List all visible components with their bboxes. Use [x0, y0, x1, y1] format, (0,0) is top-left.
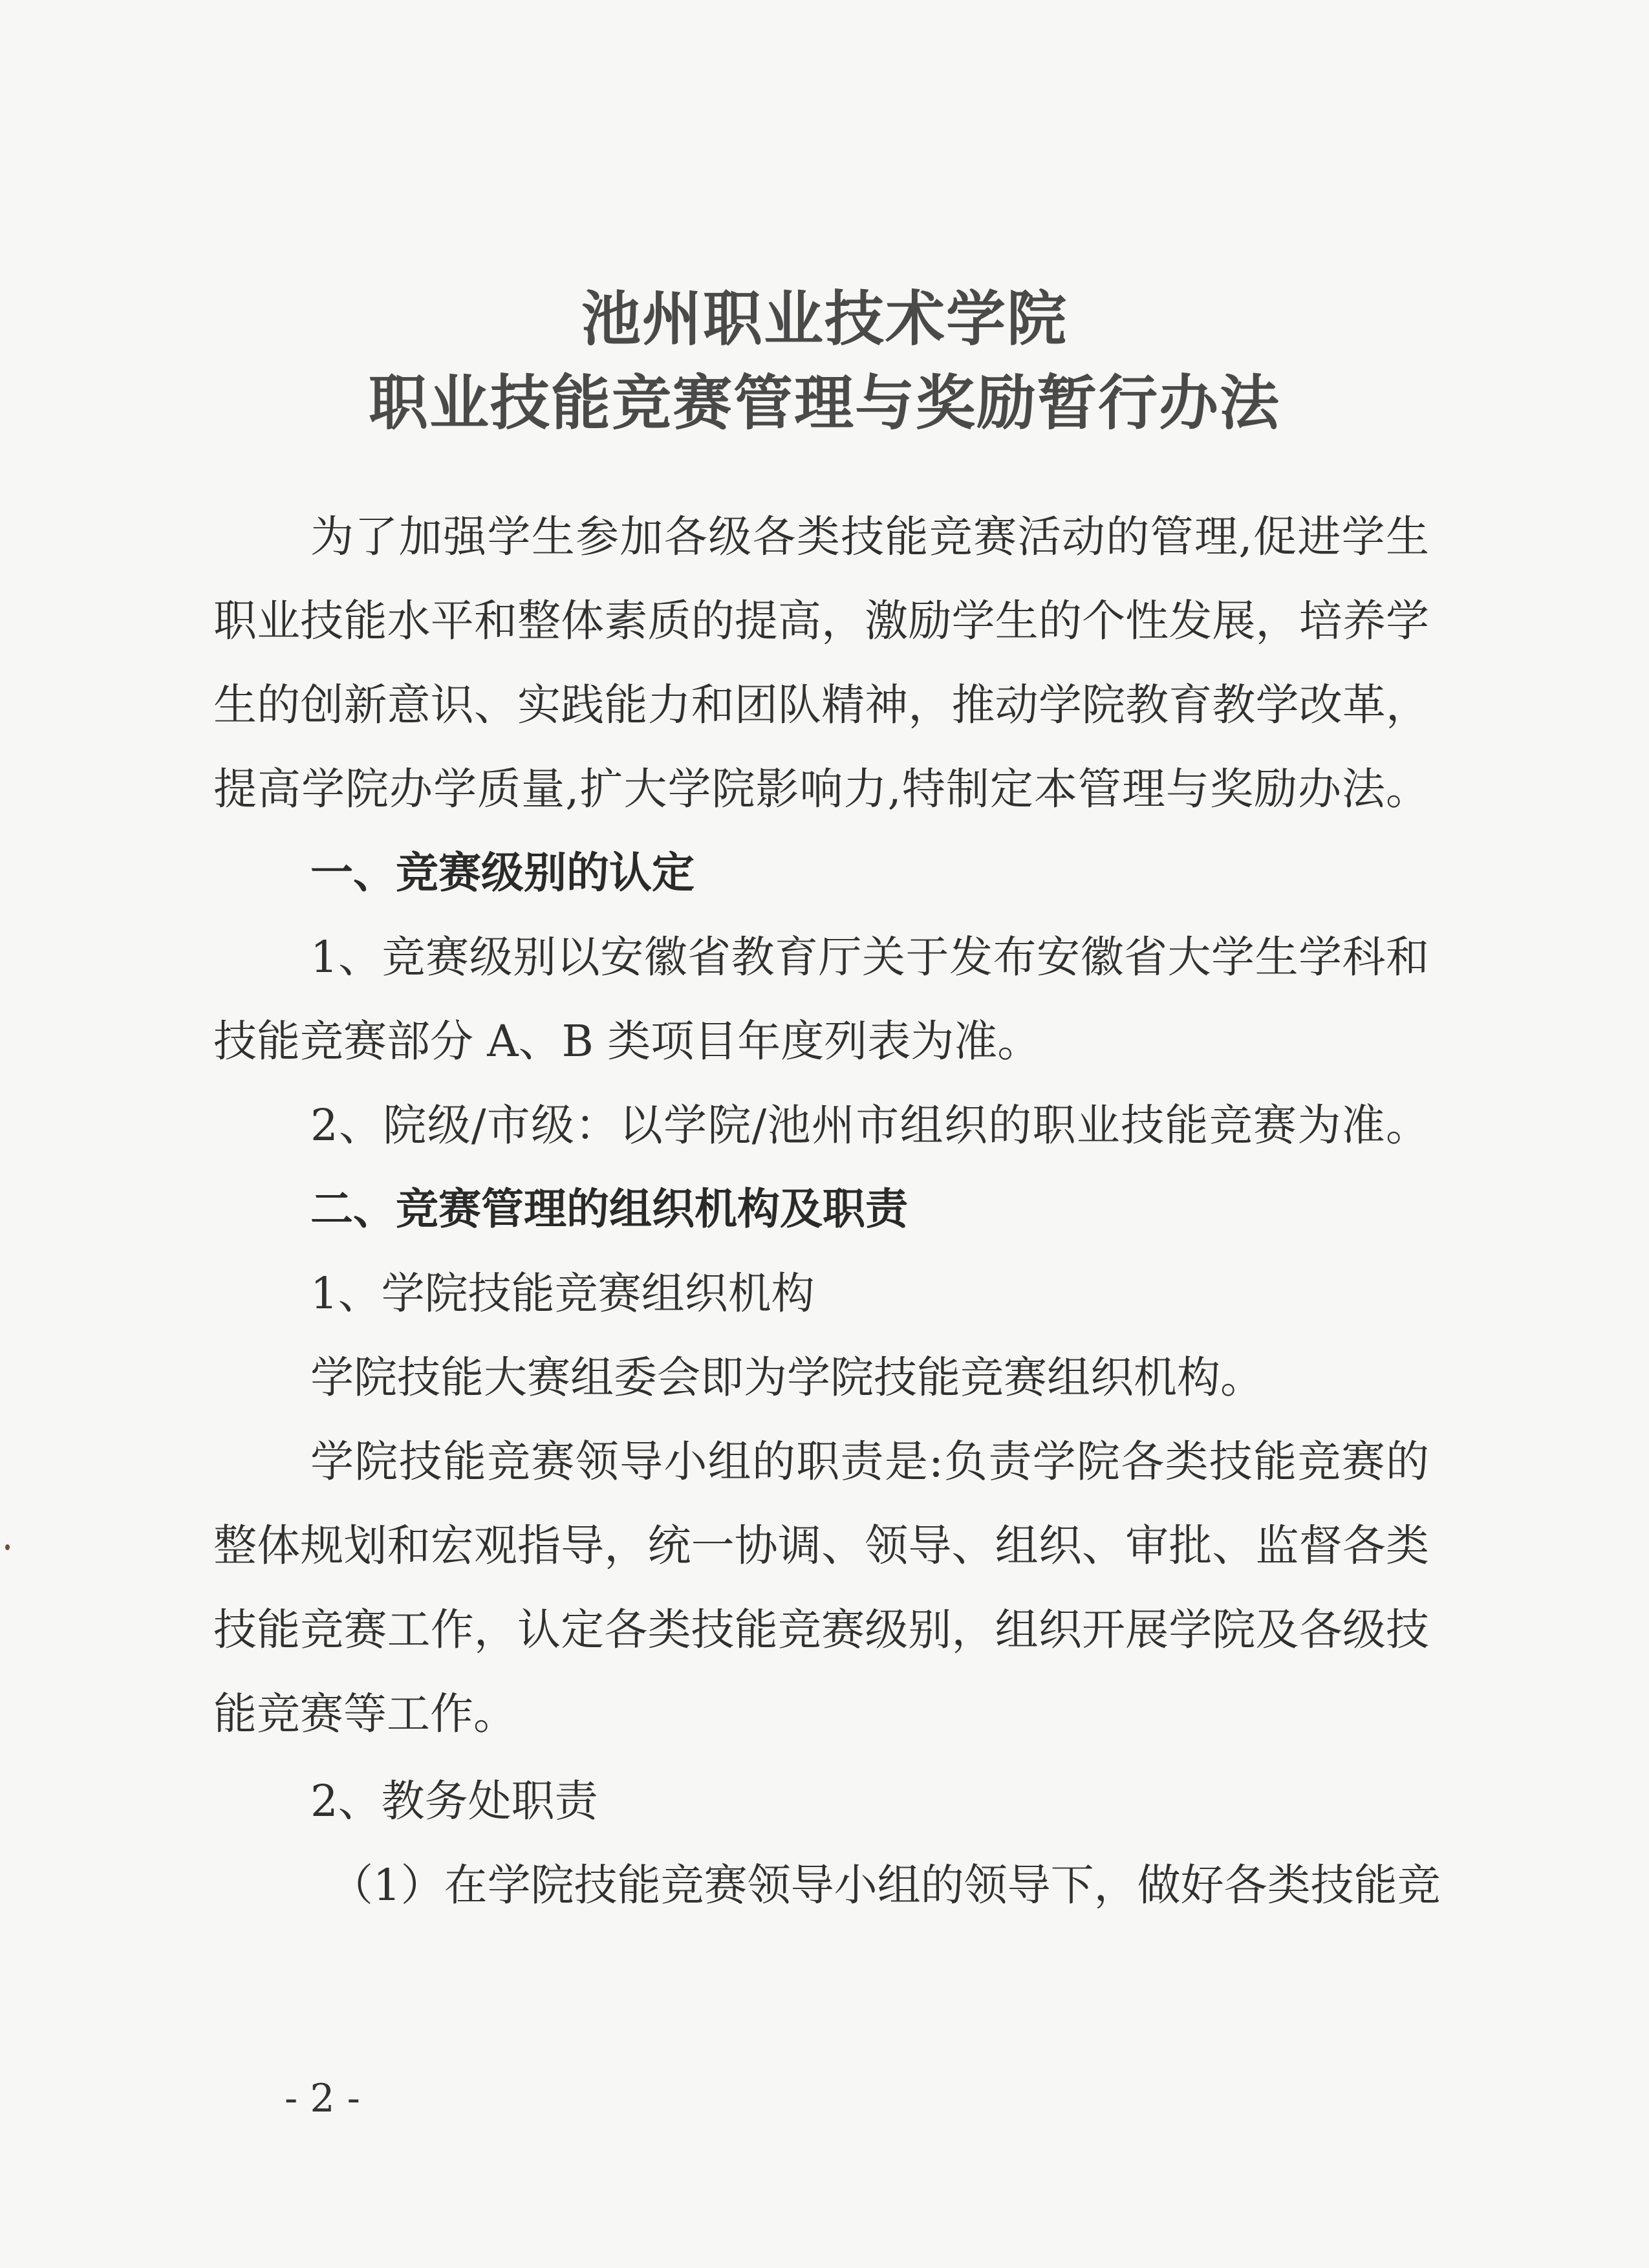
- document-title-line-1: 池州职业技术学院: [581, 285, 1068, 354]
- section-2-sub-1-text: 学院技能大赛组委会即为学院技能竞赛组织机构。: [310, 1352, 1264, 1403]
- section-1-heading: 一、竞赛级别的认定: [310, 848, 695, 898]
- section-2-sub-1: 1、学院技能竞赛组织机构: [310, 1268, 815, 1319]
- section-2-sub-2: 2、教务处职责: [310, 1776, 598, 1826]
- intro-line: 提高学院办学质量,扩大学院影响力,特制定本管理与奖励办法。: [213, 764, 1429, 814]
- section-1-item-1-line: 技能竞赛部分 A、B 类项目年度列表为准。: [213, 1016, 1041, 1066]
- intro-line: 生的创新意识、实践能力和团队精神，推动学院教育教学改革，: [213, 680, 1429, 730]
- duties-line: 技能竞赛工作，认定各类技能竞赛级别，组织开展学院及各级技: [213, 1604, 1429, 1655]
- duties-line: 学院技能竞赛领导小组的职责是:负责学院各类技能竞赛的: [310, 1436, 1429, 1487]
- duties-line: 能竞赛等工作。: [213, 1689, 517, 1739]
- section-1-item-1-line: 1、竞赛级别以安徽省教育厅关于发布安徽省大学生学科和: [310, 932, 1429, 982]
- section-2-heading: 二、竞赛管理的组织机构及职责: [310, 1184, 908, 1234]
- intro-line: 职业技能水平和整体素质的提高，激励学生的个性发展，培养学: [213, 596, 1429, 646]
- duties-line: 整体规划和宏观指导，统一协调、领导、组织、审批、监督各类: [213, 1520, 1429, 1571]
- scan-speck: [5, 1544, 10, 1550]
- document-title-line-2: 职业技能竞赛管理与奖励暂行办法: [368, 369, 1280, 438]
- page-number: - 2 -: [285, 2076, 360, 2121]
- section-1-item-2: 2、院级/市级：以学院/池州市组织的职业技能竞赛为准。: [310, 1100, 1429, 1150]
- intro-line: 为了加强学生参加各级各类技能竞赛活动的管理,促进学生: [310, 512, 1429, 562]
- section-2-sub-2-item-1: （1）在学院技能竞赛领导小组的领导下，做好各类技能竞: [330, 1860, 1441, 1910]
